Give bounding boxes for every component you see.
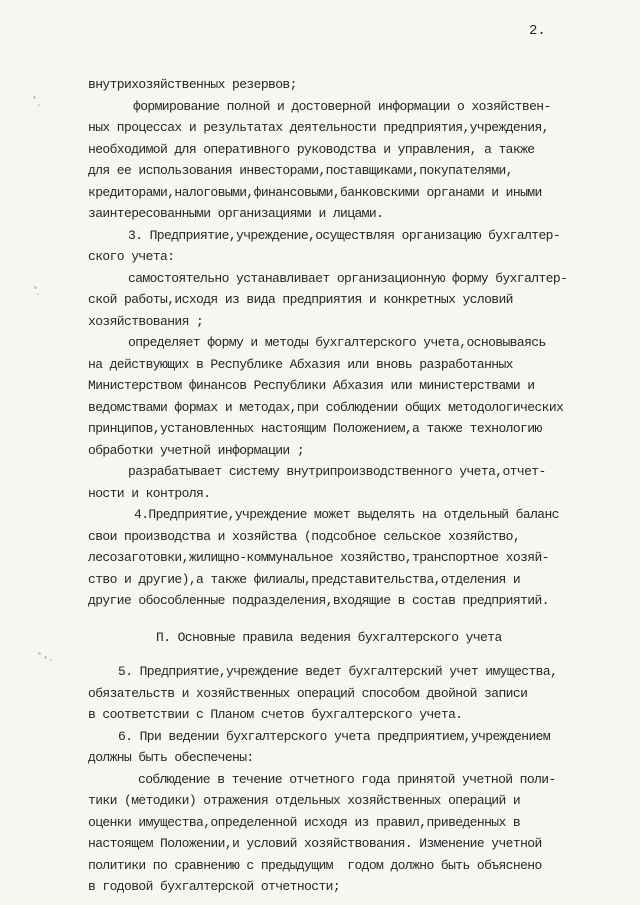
text-line: в соответствии с Планом счетов бухгалтерского учета.: [88, 707, 463, 722]
text-line: должны быть обеспечены:: [88, 750, 254, 765]
scan-speck: [38, 104, 40, 106]
text-line: обработки учетной информации ;: [88, 443, 305, 458]
text-line: необходимой для оперативного руководства и управления, а также: [88, 142, 535, 157]
text-line: 5. Предприятие,учреждение ведет бухгалтерский учет имущества,: [118, 664, 558, 679]
text-line: настоящем Положении,и условий хозяйствования. Изменение учетной: [88, 836, 542, 851]
text-line: формирование полной и достоверной информации о хозяйствен-: [133, 99, 551, 114]
text-line: на действующих в Республике Абхазия или вновь разработанных: [88, 357, 513, 372]
text-line: для ее использования инвесторами,поставщиками,покупателями,: [88, 163, 513, 178]
text-line: ведомствами формах и методах,при соблюдении общих методологических: [88, 400, 564, 415]
scan-speck: [37, 293, 39, 295]
text-line: принципов,установленных настоящим Положением,а также технологию: [88, 421, 542, 436]
text-line: ской работы,исходя из вида предприятия и конкретных условий: [88, 292, 513, 307]
text-line: ности и контроля.: [88, 486, 211, 501]
text-line: оценки имущества,определенной исходя из правил,приведенных в: [88, 815, 521, 830]
text-line: в годовой бухгалтерской отчетности;: [88, 879, 341, 894]
page-number: 2.: [529, 23, 546, 39]
text-line: кредиторами,налоговыми,финансовыми,банковскими органами и иными: [88, 185, 542, 200]
text-line: свои производства и хозяйства (подсобное сельское хозяйство,: [88, 529, 521, 544]
scan-speck: [33, 96, 36, 99]
text-line: 4.Предприятие,учреждение может выделять на отдельный баланс: [134, 507, 559, 522]
text-line: соблюдение в течение отчетного года принятой учетной поли-: [138, 772, 556, 787]
scan-speck: [44, 656, 47, 659]
text-line: разрабатывает систему внутрипроизводственного учета,отчет-: [128, 464, 546, 479]
scan-speck: [50, 659, 52, 661]
section-heading: П. Основные правила ведения бухгалтерского учета: [156, 630, 502, 645]
text-line: хозяйствования ;: [88, 314, 204, 329]
text-line: 3. Предприятие,учреждение,осуществляя организацию бухгалтер-: [128, 228, 561, 243]
scan-speck: [34, 286, 37, 289]
text-line: тики (методики) отражения отдельных хозяйственных операций и: [88, 793, 521, 808]
text-line: самостоятельно устанавливает организационную форму бухгалтер-: [128, 271, 568, 286]
text-line: заинтересованными организациями и лицами.: [88, 206, 384, 221]
text-line: политики по сравнению с предыдущим годом должно быть объяснено: [88, 858, 542, 873]
scan-speck: [38, 652, 41, 655]
text-line: Министерством финансов Республики Абхазия или министерствами и: [88, 378, 535, 393]
text-line: внутрихозяйственных резервов;: [88, 77, 297, 92]
text-line: ных процессах и результатах деятельности предприятия,учреждения,: [88, 120, 549, 135]
text-line: 6. При ведении бухгалтерского учета предприятием,учреждением: [118, 729, 551, 744]
text-line: лесозаготовки,жилищно-коммунальное хозяйство,транспортное хозяй-: [88, 550, 549, 565]
text-line: обязательств и хозяйственных операций способом двойной записи: [88, 686, 528, 701]
text-line: ство и другие),а также филиалы,представительства,отделения и: [88, 572, 521, 587]
text-line: другие обособленные подразделения,входящие в состав предприятий.: [88, 593, 549, 608]
text-line: ского учета:: [88, 249, 175, 264]
text-line: определяет форму и методы бухгалтерского учета,основываясь: [128, 335, 546, 350]
